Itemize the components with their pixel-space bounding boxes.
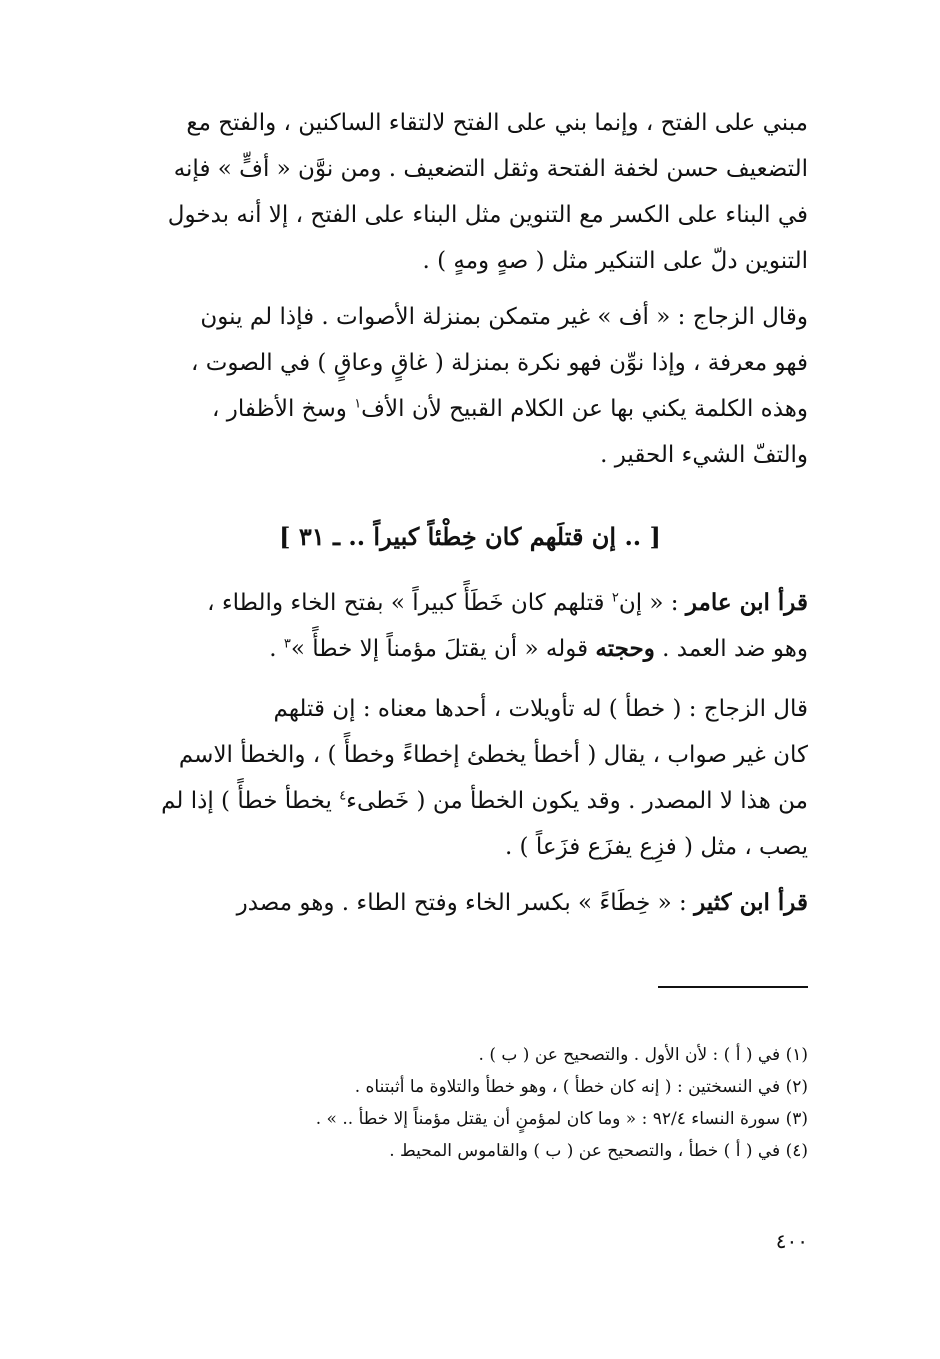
text-line: مبني على الفتح ، وإنما بني على الفتح لالتقاء الساكنين ، والفتح مع [186, 110, 808, 136]
text-span: من هذا لا المصدر . وقد يكون الخطأ من ( خَطىء [346, 788, 808, 814]
paragraph-4 [132, 686, 808, 870]
paragraph-2 [132, 294, 808, 478]
text-line: التضعيف حسن لخفة الفتحة وثقل التضعيف . ومن نوَّن « أفٍّ » فإنه [173, 156, 808, 182]
footnote-marker: ٣ [283, 636, 291, 652]
text-line: في البناء على الكسر مع التنوين مثل البناء على الفتح ، إلا أنه بدخول [167, 202, 808, 228]
footnote: (٤) في ( أ ) خطأ ، والتصحيح عن ( ب ) والقاموس المحيط . [389, 1141, 808, 1161]
reader-name: قرأ ابن عامر [685, 589, 808, 616]
text-line: كان غير صواب ، يقال ( أخطأ يخطئ إخطاءً وخطأً ) ، والخطأ الاسم [178, 742, 808, 768]
footnotes [132, 1040, 808, 1168]
footnote-marker: ٢ [611, 590, 619, 606]
footnote-marker: ٤ [339, 788, 347, 804]
text-line: والتفّ الشيء الحقير . [600, 442, 808, 468]
text-span: وهو ضد العمد . [654, 636, 808, 662]
text-line: قال الزجاج : ( خطأ ) له تأويلات ، أحدها معناه : إن قتلهم [273, 696, 808, 722]
argument-label: وحجته [595, 635, 655, 662]
text-line [132, 386, 808, 432]
text-line: وقال الزجاج : « أف » غير متمكن بمنزلة الأصوات . فإذا لم ينون [200, 304, 808, 330]
text-line [132, 778, 808, 824]
reader-name: قرأ ابن كثير [694, 889, 808, 916]
text-line: يصب ، مثل ( فزِع يفزَع فزَعاً ) . [504, 834, 808, 860]
text-line [132, 626, 808, 672]
footnote: (٢) في النسختين : ( إنه كان خطأ ) ، وهو خطأ والتلاوة ما أثبتناه . [354, 1077, 808, 1097]
footnote-marker: ١ [354, 396, 362, 412]
text-line: فهو معرفة ، وإذا نوِّن فهو نكرة بمنزلة ( غاقٍ وعاقٍ ) في الصوت ، [191, 350, 808, 376]
text-span: . [269, 636, 284, 662]
footnote-separator [658, 986, 808, 988]
paragraph-5 [132, 880, 808, 926]
text-span: : « إن [618, 590, 686, 616]
text-line: التنوين دلّ على التنكير مثل ( صهٍ ومهٍ ) . [422, 248, 808, 274]
text-span: وهذه الكلمة يكني بها عن الكلام القبيح لأن الأف [361, 396, 808, 422]
footnote: (١) في ( أ ) : لأن الأول . والتصحيح عن ( ب ) . [478, 1045, 808, 1065]
text-span: قوله « أن يقتلَ مؤمناً إلا خطأً » [290, 636, 596, 662]
text-span: يخطأ خطأً ) إذا لم [161, 788, 340, 814]
text-span: وسخ الأظفار ، [212, 396, 355, 422]
footnote: (٣) سورة النساء ٩٢/٤ : « وما كان لمؤمنٍ أن يقتل مؤمناً إلا خطأ .. » . [315, 1109, 808, 1129]
text-span: قتلهم كان خَطَأً كبيراً » بفتح الخاء والطاء ، [207, 590, 612, 616]
paragraph-1 [132, 100, 808, 284]
text-line [132, 880, 808, 926]
text-line [132, 580, 808, 626]
text-span: : « خِطَاءً » بكسر الخاء وفتح الطاء . وهو مصدر [236, 890, 695, 916]
page-number: ٤٠٠ [775, 1229, 808, 1253]
paragraph-3 [132, 580, 808, 672]
verse-heading: [ .. إن قتلَهم كان خِطْئاً كبيراً .. ـ ٣١ ] [279, 522, 661, 551]
